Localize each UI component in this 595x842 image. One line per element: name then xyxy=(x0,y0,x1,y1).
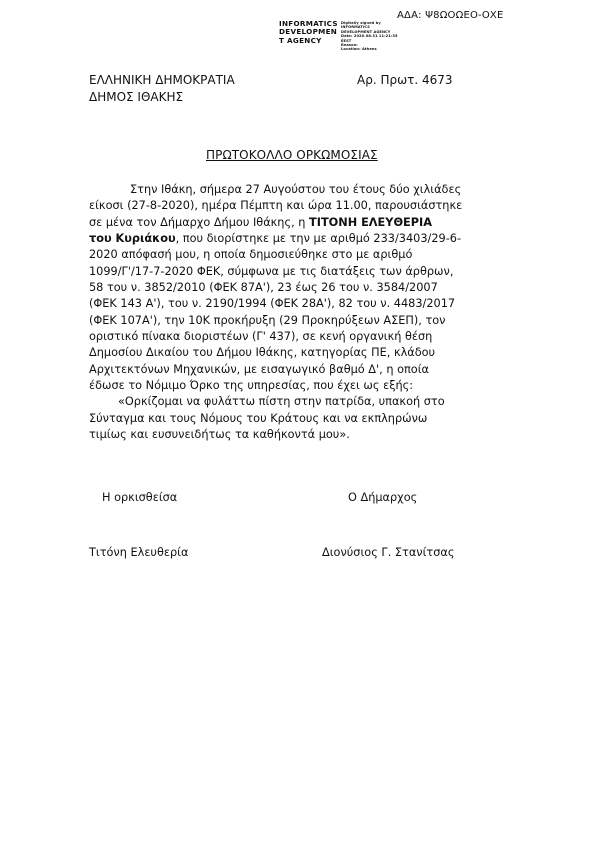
document-body xyxy=(89,182,509,444)
issuer-municipality: ΔΗΜΟΣ ΙΘΑΚΗΣ xyxy=(89,90,184,104)
body-text: , που διορίστηκε με την με αριθμό 233/3403/29-6- xyxy=(175,232,462,246)
body-line xyxy=(89,215,509,231)
body-line: 1099/Γ'/17-7-2020 ΦΕΚ, σύμφωνα με τις διατάξεις των άρθρων, xyxy=(89,264,454,278)
document-title: ΠΡΩΤΟΚΟΛΛΟ ΟΡΚΩΜΟΣΙΑΣ xyxy=(206,148,378,162)
sworn-person-role: Η ορκισθείσα xyxy=(102,491,178,504)
body-line: έδωσε το Νόμιμο Όρκο της υπηρεσίας, που έχει ως εξής: xyxy=(89,379,414,393)
body-line: είκοσι (27-8-2020), ημέρα Πέμπτη και ώρα 11.00, παρουσιάστηκε xyxy=(89,199,463,213)
body-line: Αρχιτεκτόνων Μηχανικών, με εισαγωγικό βαθμό Δ', η οποία xyxy=(89,362,429,376)
body-line: 58 του ν. 3852/2010 (ΦΕΚ 87Α'), 23 έως 26 του ν. 3584/2007 xyxy=(89,281,438,295)
sworn-person-signature-name: Τιτόνη Ελευθερία xyxy=(89,546,189,559)
sworn-person-father: του Κυριάκου xyxy=(89,232,176,246)
issuer-republic: ΕΛΛΗΝΙΚΗ ΔΗΜΟΚΡΑΤΙΑ xyxy=(89,73,235,87)
body-text: σε μένα τον Δήμαρχο Δήμου Ιθάκης, η xyxy=(89,215,310,229)
ada-code: ΑΔΑ: Ψ8ΩΟΩΕΟ-ΟΧΕ xyxy=(397,10,504,21)
mayor-signature-name: Διονύσιος Γ. Στανίτσας xyxy=(322,546,455,559)
oath-line: τιμίως και ευσυνειδήτως τα καθήκοντά μου». xyxy=(89,428,350,442)
stamp-details: Digitally signed by INFORMATICS DEVELOPMENT AGENCY Date: 2020.08.31 11:21:35 EEST Reason: Location: Athens xyxy=(341,21,398,52)
body-line: οριστικό πίνακα διοριστέων (Γ' 437), σε κενή οργανική θέση xyxy=(89,330,433,344)
oath-line: «Ορκίζομαι να φυλάττω πίστη στην πατρίδα, υπακοή στο xyxy=(118,395,445,409)
mayor-role: Ο Δήμαρχος xyxy=(348,491,418,504)
protocol-number: Αρ. Πρωτ. 4673 xyxy=(357,73,453,87)
body-line: Δημοσίου Δικαίου του Δήμου Ιθάκης, κατηγορίας ΠΕ, κλάδου xyxy=(89,346,436,360)
body-line: 2020 απόφασή μου, η οποία δημοσιεύθηκε στο με αριθμό xyxy=(89,248,413,262)
sworn-person-name: ΤΙΤΟΝΗ ΕΛΕΥΘΕΡΙΑ xyxy=(309,215,432,229)
body-line: Στην Ιθάκη, σήμερα 27 Αυγούστου του έτους δύο χιλιάδες xyxy=(130,183,462,196)
body-line xyxy=(89,231,509,247)
body-line: (ΦΕΚ 143 Α'), του ν. 2190/1994 (ΦΕΚ 28Α'), 82 του ν. 4483/2017 xyxy=(89,297,456,311)
stamp-signer-name: INFORMATICS DEVELOPMEN T AGENCY xyxy=(279,19,338,45)
oath-line: Σύνταγμα και τους Νόμους του Κράτους και να εκπληρώνω xyxy=(89,411,428,425)
body-line: (ΦΕΚ 107Α'), την 10Κ προκήρυξη (29 Προκηρύξεων ΑΣΕΠ), τον xyxy=(89,313,446,327)
